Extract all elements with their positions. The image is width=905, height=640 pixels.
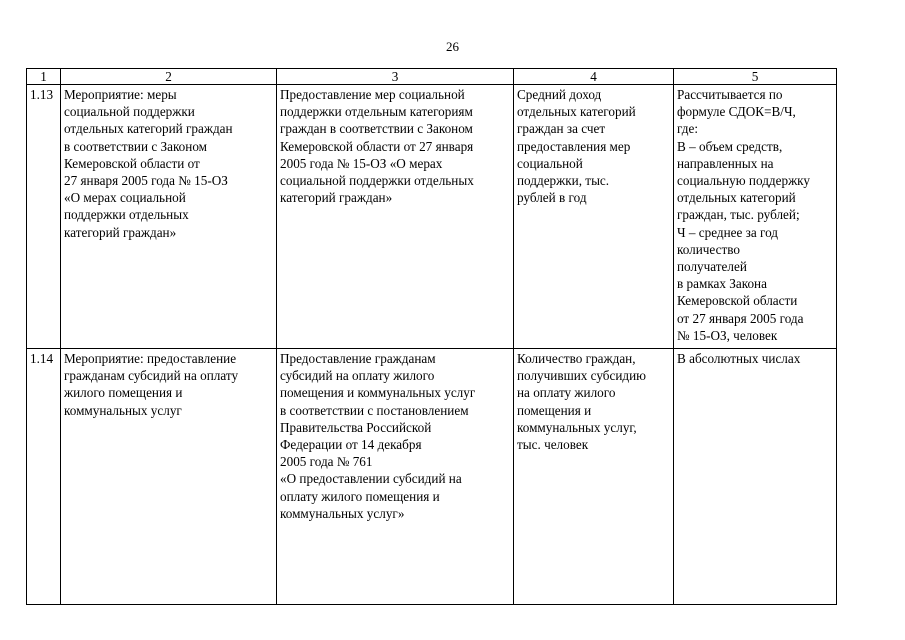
column-header: 3 <box>277 69 514 85</box>
indicators-table <box>26 68 837 605</box>
row-number: 1.13 <box>27 85 61 349</box>
page-number: 26 <box>446 39 459 54</box>
measure-description-cell: Предоставление гражданам субсидий на оплату жилого помещения и коммунальных услуг в соответствии с постановлением Правительства Российской Федерации от 14 декабря 2005 года № 761 «О предоставлении субсидий на оплату жилого помещения и коммунальных услуг» <box>277 349 514 605</box>
calculation-method-cell: Рассчитывается по формуле СДОК=В/Ч, где: В – объем средств, направленных на социальную поддержку отдельных категорий граждан, тыс. рублей; Ч – среднее за год количество получателей в рамках Закона Кемеровской области от 27 января 2005 года № 15-ОЗ, человек <box>674 85 837 349</box>
indicator-cell: Количество граждан, получивших субсидию на оплату жилого помещения и коммунальных услуг, тыс. человек <box>514 349 674 605</box>
indicator-cell: Средний доход отдельных категорий граждан за счет предоставления мер социальной поддержки, тыс. рублей в год <box>514 85 674 349</box>
calculation-method-cell: В абсолютных числах <box>674 349 837 605</box>
table-row <box>27 85 837 349</box>
column-header: 1 <box>27 69 61 85</box>
table-row <box>27 349 837 605</box>
column-header: 4 <box>514 69 674 85</box>
measure-description-cell: Предоставление мер социальной поддержки отдельным категориям граждан в соответствии с Законом Кемеровской области от 27 января 2005 года № 15-ОЗ «О мерах социальной поддержки отдельных категорий граждан» <box>277 85 514 349</box>
table-header-row <box>27 69 837 85</box>
measure-name-cell: Мероприятие: предоставление гражданам субсидий на оплату жилого помещения и коммунальных услуг <box>61 349 277 605</box>
measure-name-cell: Мероприятие: меры социальной поддержки отдельных категорий граждан в соответствии с Законом Кемеровской области от 27 января 2005 года № 15-ОЗ «О мерах социальной поддержки отдельных категорий граждан» <box>61 85 277 349</box>
row-number: 1.14 <box>27 349 61 605</box>
column-header: 2 <box>61 69 277 85</box>
column-header: 5 <box>674 69 837 85</box>
